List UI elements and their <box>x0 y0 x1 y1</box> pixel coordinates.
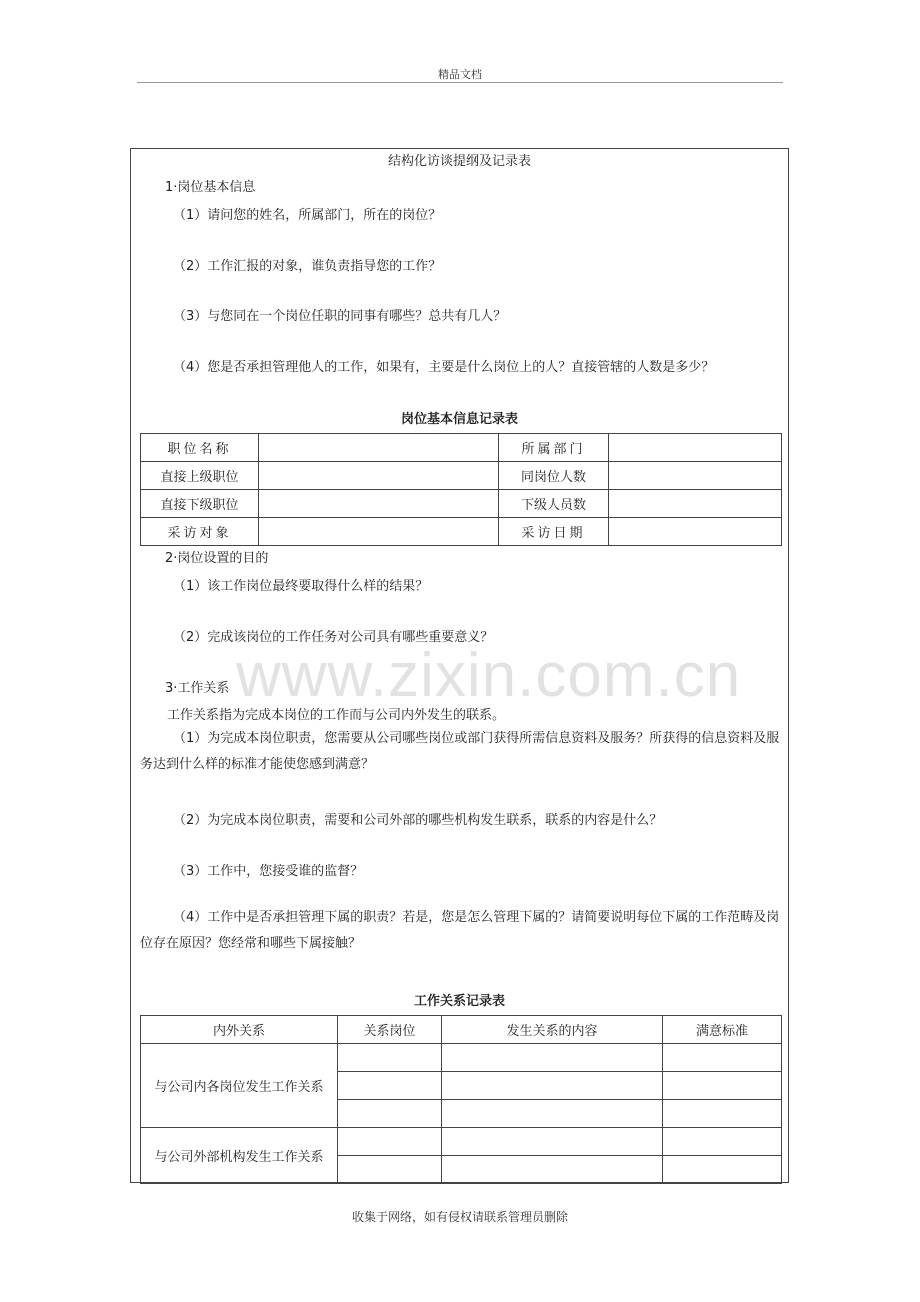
input-cell[interactable] <box>259 462 499 490</box>
table-row <box>141 518 782 546</box>
input-cell[interactable] <box>609 490 782 518</box>
question-2-2: （2）完成该岗位的工作任务对公司具有哪些重要意义？ <box>173 630 494 645</box>
input-cell[interactable] <box>609 434 782 462</box>
label-cell: 下级人员数 <box>499 490 609 518</box>
section-1-heading: 1·岗位基本信息 <box>165 180 256 195</box>
table-2-title: 工作关系记录表 <box>413 994 505 1009</box>
job-info-table <box>140 433 782 546</box>
input-cell[interactable] <box>338 1044 442 1072</box>
input-cell[interactable] <box>442 1100 663 1128</box>
input-cell[interactable] <box>663 1072 782 1100</box>
input-cell[interactable] <box>338 1128 442 1156</box>
question-1-4: （4）您是否承担管理他人的工作，如果有，主要是什么岗位上的人？直接管辖的人数是多少？ <box>173 360 715 375</box>
question-2-1: （1）该工作岗位最终要取得什么样的结果？ <box>173 579 429 594</box>
label-cell: 职位名称 <box>141 434 259 462</box>
input-cell[interactable] <box>442 1072 663 1100</box>
question-3-3: （3）工作中，您接受谁的监督？ <box>173 864 364 879</box>
table-row <box>141 1044 782 1072</box>
page-header-label: 精品文档 <box>438 68 482 81</box>
label-cell: 采访对象 <box>141 518 259 546</box>
input-cell[interactable] <box>663 1156 782 1184</box>
table-row <box>141 434 782 462</box>
label-cell: 同岗位人数 <box>499 462 609 490</box>
group-internal-label: 与公司内各岗位发生工作关系 <box>141 1044 338 1128</box>
table-row <box>141 1128 782 1156</box>
table-row <box>141 490 782 518</box>
column-header: 内外关系 <box>141 1016 338 1044</box>
group-external-label: 与公司外部机构发生工作关系 <box>141 1128 338 1184</box>
work-relation-table <box>140 1015 782 1184</box>
column-header: 关系岗位 <box>338 1016 442 1044</box>
label-cell: 直接上级职位 <box>141 462 259 490</box>
table-1-title: 岗位基本信息记录表 <box>400 412 518 427</box>
page-footer-note: 收集于网络，如有侵权请联系管理员删除 <box>351 1210 568 1224</box>
question-3-4: （4）工作中是否承担管理下属的职责？若是，您是怎么管理下属的？请简要说明每位下属的工作范畴及岗位存在原因？您经常和哪些下属接触？ <box>140 910 780 951</box>
input-cell[interactable] <box>259 490 499 518</box>
question-1-1: （1）请问您的姓名，所属部门，所在的岗位？ <box>173 208 442 223</box>
input-cell[interactable] <box>338 1156 442 1184</box>
table-header-row <box>141 1016 782 1044</box>
label-cell: 直接下级职位 <box>141 490 259 518</box>
document-title: 结构化访谈提纲及记录表 <box>387 154 531 169</box>
question-3-1: （1）为完成本岗位职责，您需要从公司哪些岗位或部门获得所需信息资料及服务？所获得的信息资料及服务达到什么样的标准才能使您感到满意？ <box>140 731 780 772</box>
input-cell[interactable] <box>663 1044 782 1072</box>
input-cell[interactable] <box>663 1100 782 1128</box>
question-1-2: （2）工作汇报的对象，谁负责指导您的工作？ <box>173 259 442 274</box>
input-cell[interactable] <box>442 1044 663 1072</box>
column-header: 满意标准 <box>663 1016 782 1044</box>
section-3-intro: 工作关系指为完成本岗位的工作而与公司内外发生的联系。 <box>167 708 506 723</box>
input-cell[interactable] <box>338 1100 442 1128</box>
question-1-3: （3）与您同在一个岗位任职的同事有哪些？总共有几人？ <box>173 309 507 324</box>
input-cell[interactable] <box>259 434 499 462</box>
label-cell: 所属部门 <box>499 434 609 462</box>
label-cell: 采访日期 <box>499 518 609 546</box>
input-cell[interactable] <box>663 1128 782 1156</box>
header-divider <box>137 82 783 83</box>
input-cell[interactable] <box>442 1156 663 1184</box>
section-3-heading: 3·工作关系 <box>165 681 230 696</box>
input-cell[interactable] <box>259 518 499 546</box>
input-cell[interactable] <box>609 462 782 490</box>
question-3-2: （2）为完成本岗位职责，需要和公司外部的哪些机构发生联系，联系的内容是什么？ <box>173 813 663 828</box>
table-row <box>141 462 782 490</box>
column-header: 发生关系的内容 <box>442 1016 663 1044</box>
watermark-text: www.zixin.com.cn <box>236 641 742 710</box>
section-2-heading: 2·岗位设置的目的 <box>165 551 269 566</box>
input-cell[interactable] <box>338 1072 442 1100</box>
input-cell[interactable] <box>609 518 782 546</box>
input-cell[interactable] <box>442 1128 663 1156</box>
